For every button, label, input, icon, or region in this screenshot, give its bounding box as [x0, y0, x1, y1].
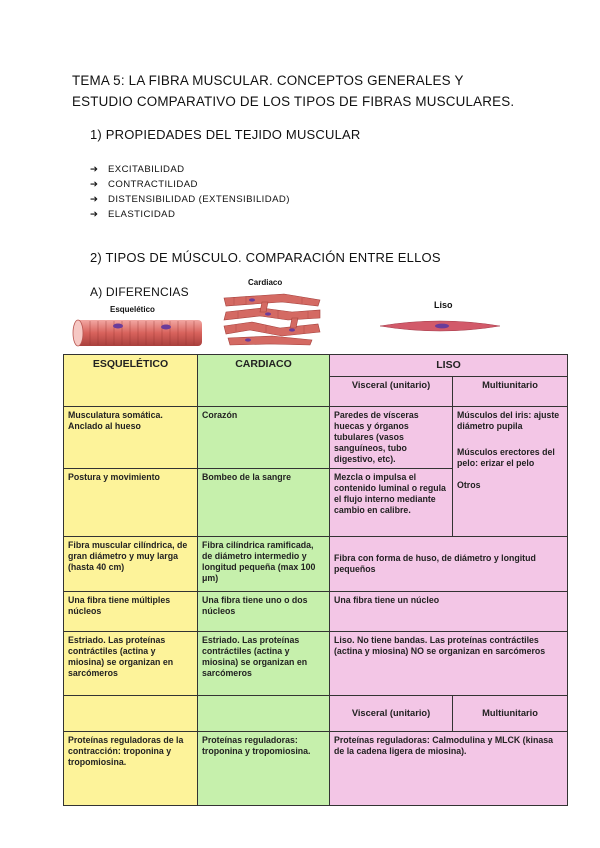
cell-visceral-function: Mezcla o impulsa el contenido luminal o regula el flujo interno mediante cambio en calibre.	[330, 469, 453, 537]
cell-cardiac-striation: Estriado. Las proteínas contráctiles (actina y miosina) se organizan en sarcómeros	[198, 632, 330, 696]
cell-skeletal-function: Postura y movimiento	[64, 469, 198, 537]
cell-skeletal-shape: Fibra muscular cilíndrica, de gran diámetro y muy larga (hasta 40 cm)	[64, 537, 198, 592]
cardiac-fiber-illustration	[222, 290, 322, 346]
multi-others: Otros	[457, 480, 481, 490]
arrow-right-icon: ➔	[90, 194, 99, 205]
properties-list	[90, 162, 290, 222]
list-item	[90, 192, 290, 207]
list-item-label: DISTENSIBILIDAD (EXTENSIBILIDAD)	[108, 194, 290, 205]
cell-cardiac-function: Bombeo de la sangre	[198, 469, 330, 537]
list-item	[90, 177, 290, 192]
cell-skeletal-blank	[64, 696, 198, 732]
cardiac-caption: Cardiaco	[248, 278, 283, 287]
multi-iris: Músculos del iris: ajuste diámetro pupila	[457, 410, 560, 431]
table-row	[64, 355, 568, 377]
multi-pilo: Músculos erectores del pelo: erizar el pelo	[457, 447, 555, 468]
page-title	[72, 70, 572, 112]
section-2-heading: 2) TIPOS DE MÚSCULO. COMPARACIÓN ENTRE ELLOS	[90, 250, 441, 265]
list-item	[90, 162, 290, 177]
cell-smooth-shape: Fibra con forma de huso, de diámetro y longitud pequeños	[330, 537, 568, 592]
subheader-visceral: Visceral (unitario)	[330, 377, 453, 407]
list-item-label: CONTRACTILIDAD	[108, 179, 198, 190]
cell-skeletal-regulation: Proteínas reguladoras de la contracción: troponina y tropomiosina.	[64, 732, 198, 806]
table-row	[64, 592, 568, 632]
cell-smooth-nuclei: Una fibra tiene un núcleo	[330, 592, 568, 632]
table-row	[64, 632, 568, 696]
list-item-label: ELASTICIDAD	[108, 209, 176, 220]
title-line-1: TEMA 5: LA FIBRA MUSCULAR. CONCEPTOS GENERALES Y	[72, 73, 464, 88]
list-item-label: EXCITABILIDAD	[108, 164, 185, 175]
table-row	[64, 696, 568, 732]
arrow-right-icon: ➔	[90, 164, 99, 175]
cell-smooth-regulation: Proteínas reguladoras: Calmodulina y MLCK (kinasa de la cadena ligera de miosina).	[330, 732, 568, 806]
header-skeletal: ESQUELÉTICO	[64, 355, 198, 407]
section-1-heading: 1) PROPIEDADES DEL TEJIDO MUSCULAR	[90, 127, 361, 142]
cell-cardiac-nuclei: Una fibra tiene uno o dos núcleos	[198, 592, 330, 632]
comparison-table	[63, 354, 568, 806]
title-line-2: ESTUDIO COMPARATIVO DE LOS TIPOS DE FIBRAS MUSCULARES.	[72, 94, 515, 109]
cell-multi-location	[453, 407, 568, 537]
list-item	[90, 207, 290, 222]
table-row	[64, 732, 568, 806]
table-row	[64, 407, 568, 469]
cell-cardiac-shape: Fibra cilíndrica ramificada, de diámetro intermedio y longitud pequeña (max 100 μm)	[198, 537, 330, 592]
cell-cardiac-location: Corazón	[198, 407, 330, 469]
subheader-multi: Multiunitario	[453, 377, 568, 407]
section-2a-heading: A) DIFERENCIAS	[90, 285, 189, 299]
cell-cardiac-regulation: Proteínas reguladoras: troponina y tropomiosina.	[198, 732, 330, 806]
cell-skeletal-striation: Estriado. Las proteínas contráctiles (actina y miosina) se organizan en sarcómeros	[64, 632, 198, 696]
arrow-right-icon: ➔	[90, 209, 99, 220]
header-cardiac: CARDIACO	[198, 355, 330, 407]
skeletal-caption: Esquelético	[110, 305, 155, 314]
smooth-fiber-illustration	[380, 318, 500, 334]
cell-skeletal-location: Musculatura somática. Anclado al hueso	[64, 407, 198, 469]
cell-smooth-striation: Liso. No tiene bandas. Las proteínas contráctiles (actina y miosina) NO se organizan en sarcómeros	[330, 632, 568, 696]
subheader-visceral-2: Visceral (unitario)	[330, 696, 453, 732]
skeletal-fiber-illustration	[70, 316, 208, 350]
smooth-caption: Liso	[434, 300, 453, 310]
cell-visceral-location: Paredes de vísceras huecas y órganos tubulares (vasos sanguíneos, tubo digestivo, etc).	[330, 407, 453, 469]
arrow-right-icon: ➔	[90, 179, 99, 190]
cell-cardiac-blank	[198, 696, 330, 732]
cell-skeletal-nuclei: Una fibra tiene múltiples núcleos	[64, 592, 198, 632]
header-smooth: LISO	[330, 355, 568, 377]
table-row	[64, 537, 568, 592]
subheader-multi-2: Multiunitario	[453, 696, 568, 732]
